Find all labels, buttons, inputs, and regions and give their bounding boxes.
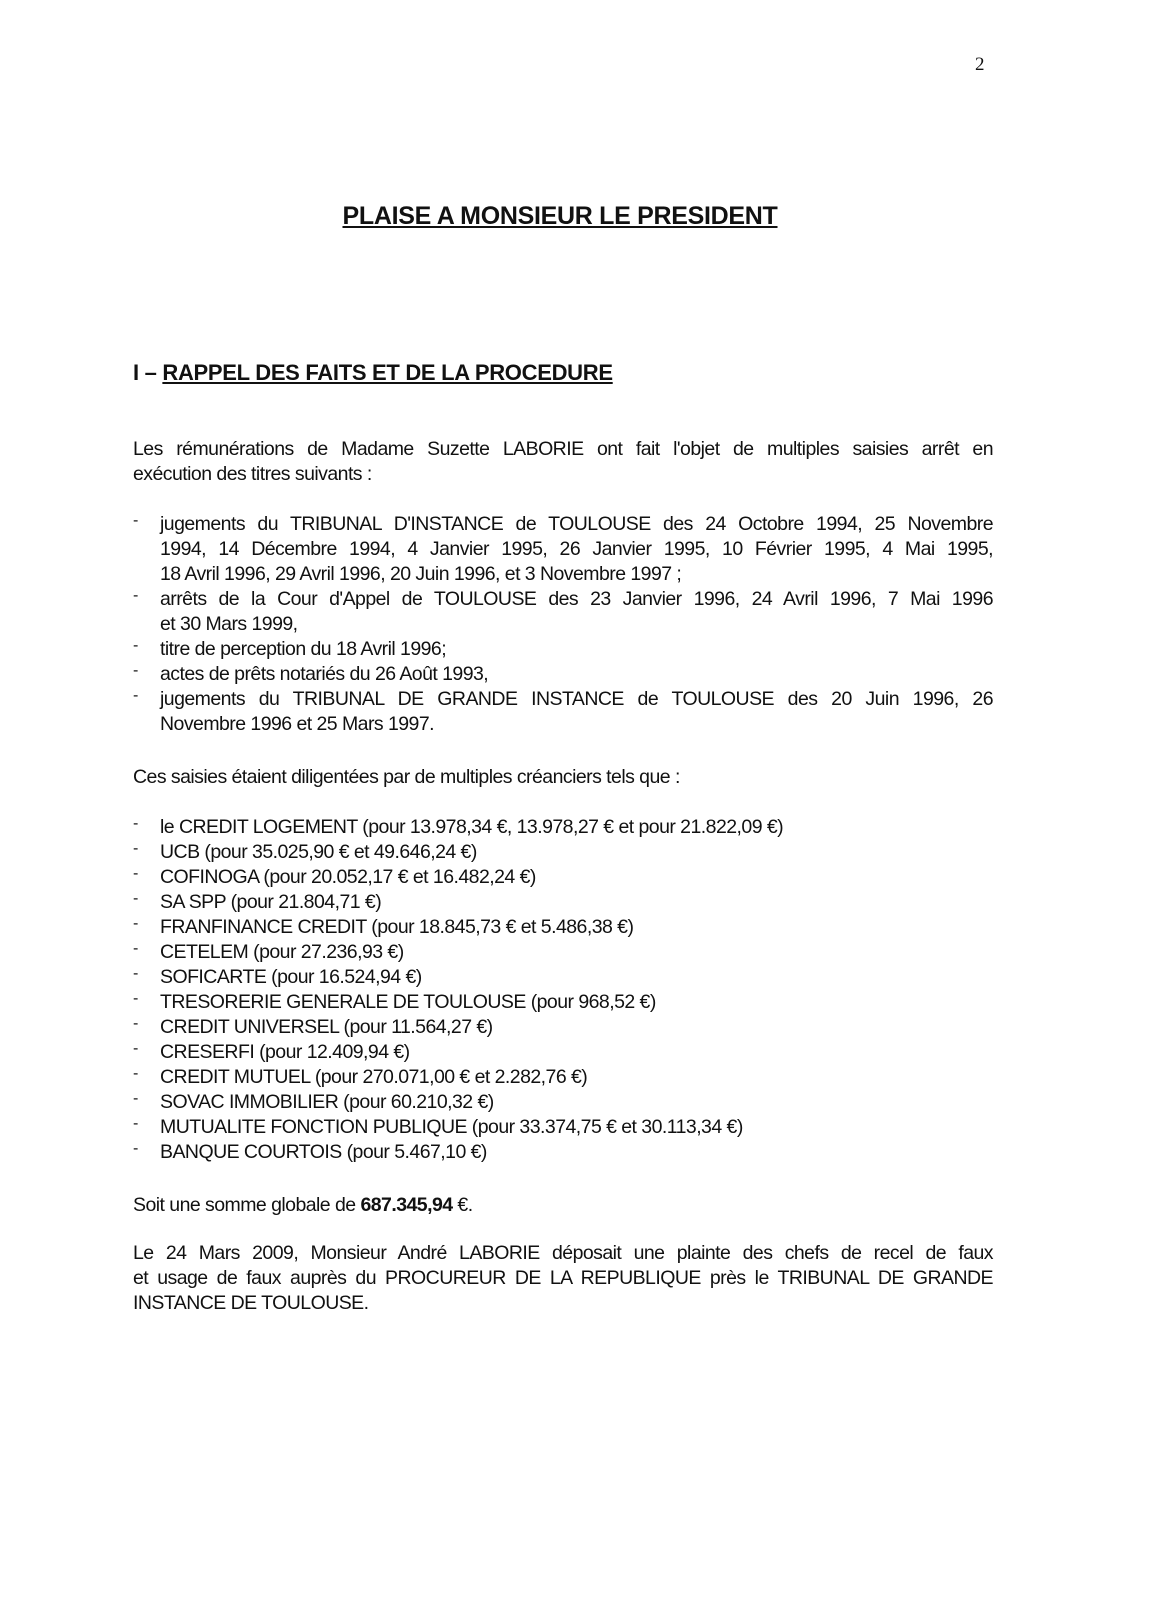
- creancier-text: SOFICARTE (pour 16.524,94 €): [160, 966, 422, 988]
- text-line: jugements du TRIBUNAL DE GRANDE INSTANCE de TOULOUSE des 20 Juin 1996, 26: [160, 688, 993, 710]
- bullet-dash: -: [133, 637, 139, 654]
- creancier-item: [133, 990, 993, 1015]
- total-suffix: €.: [452, 1194, 473, 1216]
- text-line: 1994, 14 Décembre 1994, 4 Janvier 1995, 26 Janvier 1995, 10 Février 1995, 4 Mai 1995,: [160, 538, 993, 560]
- bullet-dash: -: [133, 1140, 139, 1157]
- bullet-dash: -: [133, 915, 139, 932]
- intro-paragraph: [133, 437, 993, 487]
- bullet-dash: -: [133, 662, 139, 679]
- creancier-item: [133, 1015, 993, 1040]
- titre-item: [133, 587, 993, 637]
- creancier-item: [133, 1115, 993, 1140]
- bullet-dash: -: [133, 815, 139, 832]
- creanciers-intro: [133, 765, 993, 790]
- creancier-text: TRESORERIE GENERALE DE TOULOUSE (pour 968,52 €): [160, 991, 656, 1013]
- creancier-item: [133, 940, 993, 965]
- creancier-text: SA SPP (pour 21.804,71 €): [160, 891, 382, 913]
- total-amount: 687.345,94: [360, 1194, 453, 1216]
- closing-paragraph: [133, 1241, 993, 1316]
- bullet-dash: -: [133, 587, 139, 604]
- creancier-item: [133, 840, 993, 865]
- text-line: jugements du TRIBUNAL D'INSTANCE de TOULOUSE des 24 Octobre 1994, 25 Novembre: [160, 513, 993, 535]
- creancier-text: SOVAC IMMOBILIER (pour 60.210,32 €): [160, 1091, 494, 1113]
- document-title: PLAISE A MONSIEUR LE PRESIDENT: [342, 202, 778, 230]
- titre-item: [133, 637, 993, 662]
- creancier-text: CREDIT UNIVERSEL (pour 11.564,27 €): [160, 1016, 493, 1038]
- bullet-dash: -: [133, 1015, 139, 1032]
- bullet-dash: -: [133, 687, 139, 704]
- page-number: 2: [975, 54, 985, 75]
- bullet-dash: -: [133, 890, 139, 907]
- text-line: INSTANCE DE TOULOUSE.: [133, 1292, 369, 1314]
- creancier-item: [133, 1090, 993, 1115]
- creancier-item: [133, 1040, 993, 1065]
- creancier-text: le CREDIT LOGEMENT (pour 13.978,34 €, 13.978,27 € et pour 21.822,09 €): [160, 816, 784, 838]
- text-line: Le 24 Mars 2009, Monsieur André LABORIE déposait une plainte des chefs de recel de faux: [133, 1242, 993, 1264]
- section-title: RAPPEL DES FAITS ET DE LA PROCEDURE: [162, 360, 613, 385]
- bullet-dash: -: [133, 1115, 139, 1132]
- bullet-dash: -: [133, 840, 139, 857]
- section-heading: [133, 360, 613, 386]
- creancier-text: CREDIT MUTUEL (pour 270.071,00 € et 2.282,76 €): [160, 1066, 588, 1088]
- titres-list: [133, 512, 993, 737]
- text-line: Les rémunérations de Madame Suzette LABORIE ont fait l'objet de multiples saisies arrêt en: [133, 438, 993, 460]
- creancier-text: MUTUALITE FONCTION PUBLIQUE (pour 33.374,75 € et 30.113,34 €): [160, 1116, 743, 1138]
- creanciers-list: [133, 815, 993, 1165]
- text-line: arrêts de la Cour d'Appel de TOULOUSE des 23 Janvier 1996, 24 Avril 1996, 7 Mai 1996: [160, 588, 993, 610]
- creancier-text: COFINOGA (pour 20.052,17 € et 16.482,24 €): [160, 866, 536, 888]
- creancier-text: CRESERFI (pour 12.409,94 €): [160, 1041, 410, 1063]
- text-line: actes de prêts notariés du 26 Août 1993,: [160, 663, 489, 685]
- bullet-dash: -: [133, 512, 139, 529]
- creancier-item: [133, 1140, 993, 1165]
- creancier-item: [133, 890, 993, 915]
- creancier-text: BANQUE COURTOIS (pour 5.467,10 €): [160, 1141, 487, 1163]
- bullet-dash: -: [133, 865, 139, 882]
- text-line: et 30 Mars 1999,: [160, 613, 298, 635]
- bullet-dash: -: [133, 1040, 139, 1057]
- bullet-dash: -: [133, 1090, 139, 1107]
- titre-item: [133, 512, 993, 587]
- creancier-item: [133, 915, 993, 940]
- bullet-dash: -: [133, 990, 139, 1007]
- text-line: 18 Avril 1996, 29 Avril 1996, 20 Juin 1996, et 3 Novembre 1997 ;: [160, 563, 682, 585]
- bullet-dash: -: [133, 965, 139, 982]
- total-prefix: Soit une somme globale de: [133, 1194, 361, 1216]
- creancier-text: CETELEM (pour 27.236,93 €): [160, 941, 404, 963]
- creancier-item: [133, 865, 993, 890]
- text-line: titre de perception du 18 Avril 1996;: [160, 638, 447, 660]
- text-line: exécution des titres suivants :: [133, 463, 372, 485]
- creancier-text: FRANFINANCE CREDIT (pour 18.845,73 € et 5.486,38 €): [160, 916, 634, 938]
- creancier-item: [133, 815, 993, 840]
- text-line: Novembre 1996 et 25 Mars 1997.: [160, 713, 435, 735]
- text-line: Ces saisies étaient diligentées par de multiples créanciers tels que :: [133, 766, 680, 788]
- bullet-dash: -: [133, 940, 139, 957]
- bullet-dash: -: [133, 1065, 139, 1082]
- creancier-item: [133, 1065, 993, 1090]
- titre-item: [133, 687, 993, 737]
- total-line: [133, 1193, 993, 1218]
- creancier-text: UCB (pour 35.025,90 € et 49.646,24 €): [160, 841, 477, 863]
- titre-item: [133, 662, 993, 687]
- text-line: et usage de faux auprès du PROCUREUR DE LA REPUBLIQUE près le TRIBUNAL DE GRANDE: [133, 1267, 993, 1289]
- section-numeral: I –: [133, 360, 163, 385]
- creancier-item: [133, 965, 993, 990]
